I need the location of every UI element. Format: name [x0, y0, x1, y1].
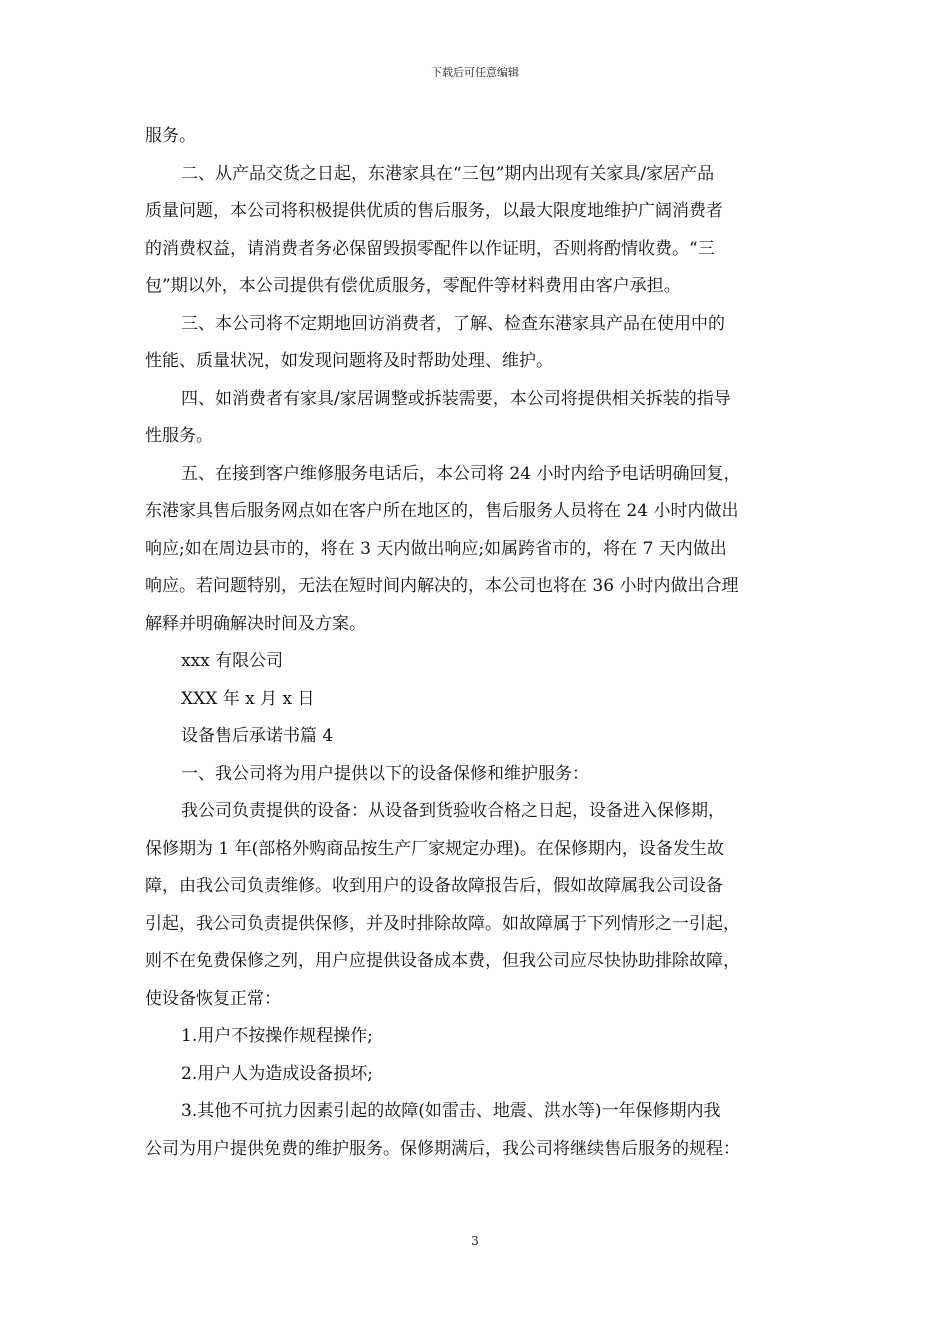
paragraph-line: 二、从产品交货之日起，东港家具在“三包”期内出现有关家具/家居产品	[181, 163, 715, 184]
paragraph-line: 响应;如在周边县市的，将在 3 天内做出响应;如属跨省市的，将在 7 天内做出	[145, 538, 727, 559]
paragraph-line: 四、如消费者有家具/家居调整或拆装需要，本公司将提供相关拆装的指导	[181, 388, 731, 409]
paragraph-line: 响应。若问题特别，无法在短时间内解决的，本公司也将在 36 小时内做出合理	[145, 576, 739, 596]
paragraph-line: 解释并明确解决时间及方案。	[145, 613, 366, 634]
list-item: 1.用户不按操作规程操作;	[181, 1026, 373, 1046]
paragraph-line: 则不在免费保修之列，用户应提供设备成本费，但我公司应尽快协助排除故障，	[145, 951, 740, 971]
date-line: XXX 年 x 月 x 日	[181, 688, 315, 709]
paragraph-line: 的消费权益，请消费者务必保留毁损零配件以作证明，否则将酌情收费。“三	[145, 238, 715, 259]
paragraph-line: 性能、质量状况，如发现问题将及时帮助处理、维护。	[145, 351, 553, 371]
paragraph-line: 质量问题，本公司将积极提供优质的售后服务，以最大限度地维护广阔消费者	[145, 201, 723, 221]
list-item: 2.用户人为造成设备损坏;	[181, 1063, 373, 1084]
paragraph-line: 使设备恢复正常：	[145, 988, 281, 1009]
list-item: 3.其他不可抗力因素引起的故障(如雷击、地震、洪水等)一年保修期内我	[181, 1101, 721, 1121]
page-header: 下载后可任意编辑	[431, 66, 519, 79]
page-number: 3	[471, 1234, 479, 1248]
paragraph-line: 障，由我公司负责维修。收到用户的设备故障报告后，假如故障属我公司设备	[145, 876, 723, 896]
paragraph-line: 保修期为 1 年(部格外购商品按生产厂家规定办理)。在保修期内，设备发生故	[145, 838, 724, 859]
paragraph-line: 三、本公司将不定期地回访消费者，了解、检查东港家具产品在使用中的	[181, 313, 725, 334]
paragraph-line: 东港家具售后服务网点如在客户所在地区的，售后服务人员将在 24 小时内做出	[145, 501, 739, 521]
paragraph-line: 公司为用户提供免费的维护服务。保修期满后，我公司将继续售后服务的规程：	[145, 1138, 740, 1159]
paragraph-line: 引起，我公司负责提供保修，并及时排除故障。如故障属于下列情形之一引起，	[145, 913, 740, 934]
paragraph-line: 性服务。	[145, 426, 213, 446]
paragraph-line: 包”期以外，本公司提供有偿优质服务，零配件等材料费用由客户承担。	[145, 276, 681, 296]
paragraph-line: 服务。	[145, 126, 196, 146]
company-name: xxx 有限公司	[181, 651, 284, 671]
paragraph-line: 一、我公司将为用户提供以下的设备保修和维护服务：	[181, 763, 589, 784]
document-body	[145, 118, 821, 1168]
section-title: 设备售后承诺书篇 4	[181, 726, 334, 746]
paragraph-line: 我公司负责提供的设备：从设备到货验收合格之日起，设备进入保修期，	[181, 801, 725, 821]
paragraph-line: 五、在接到客户维修服务电话后，本公司将 24 小时内给予电话明确回复，	[181, 463, 741, 484]
